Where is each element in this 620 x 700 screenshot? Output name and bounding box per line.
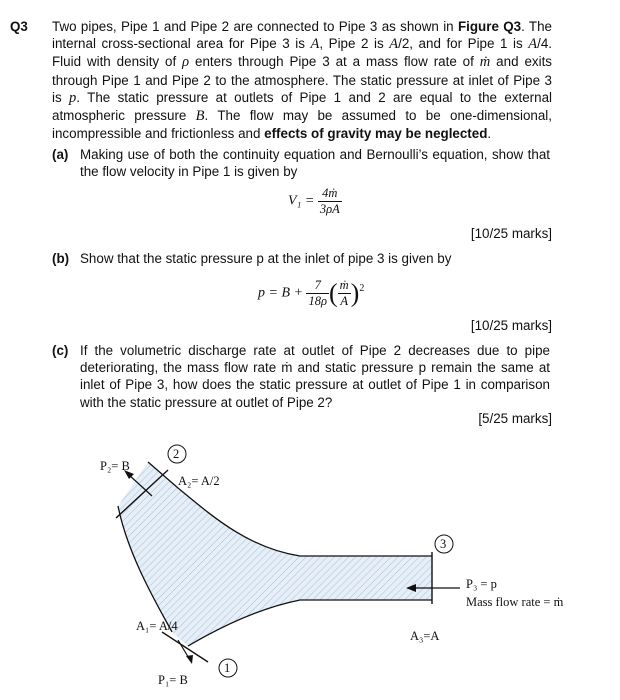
equation-p-coef-num: 7: [306, 278, 329, 294]
pipe2-number: 2: [173, 447, 180, 461]
part-b-text: Show that the static pressure p at the inlet of pipe 3 is given by: [80, 251, 452, 266]
a1-label: A₁= A/4: [136, 619, 178, 633]
equation-p: p = B + $\frac{7}{18\rho}$ ( $\frac{\text{ṁ}}{A}$ )$^2$: [258, 278, 365, 308]
equation-p-coefficient: [306, 278, 329, 309]
question-number: Q3: [10, 19, 28, 34]
equation-v1: [288, 186, 342, 217]
equation-p-inner-num: ṁ: [339, 278, 349, 292]
equation-v1-lhs: V₁ =: [288, 193, 315, 209]
part-c-text: If the volumetric discharge rate at outlet of Pipe 2 decreases due to pipe deteriorating, the mass flow rate ṁ and static pressure p remain the same at inlet of Pipe 3, how does the static pressure at outlet of Pipe 1 in comparison with the static pressure at outlet of Pipe 2?: [80, 343, 550, 410]
part-c-label: (c): [52, 343, 69, 358]
equation-v1-fraction: [318, 186, 342, 217]
mass-flow-label: Mass flow rate = ṁ: [466, 595, 564, 609]
pipe1-number: 1: [224, 661, 231, 675]
equation-p-power: 2: [359, 283, 365, 295]
equation-p-inner-den: A: [340, 294, 348, 308]
a2-label: A₂= A/2: [178, 474, 220, 488]
figure-q3: [0, 430, 620, 700]
equation-p-inner: [338, 278, 351, 309]
equation-v1-denominator: 3ρA: [319, 202, 340, 216]
part-a-text: Making use of both the continuity equation and Bernoulli’s equation, show that the flow velocity in Pipe 1 is given by: [80, 147, 550, 180]
part-a-label: (a): [52, 147, 69, 162]
p3-label: P₃ = p: [466, 577, 497, 591]
equation-p-lhs: p = B +: [258, 285, 303, 301]
part-a-marks: [10/25 marks]: [470, 226, 552, 241]
equation-p-coef-den: 18ρ: [308, 294, 327, 308]
pipe3-number: 3: [440, 537, 447, 551]
part-b-marks: [10/25 marks]: [470, 318, 552, 333]
p2-label: P₂= B: [100, 459, 130, 473]
part-b-label: (b): [52, 251, 70, 266]
equation-v1-numerator: 4ṁ: [318, 186, 342, 202]
arrowhead-pipe1-icon: [186, 655, 193, 664]
question-text: Two pipes, Pipe 1 and Pipe 2 are connected to Pipe 3 as shown in Figure Q3. The internal cross-sectional area for Pipe 3 is A, Pipe 2 is A/2, and for Pipe 1 is A/4. Fluid with density of ρ enters through Pipe 3 at a mass flow rate of ṁ and exits through Pipe 1 and Pipe 2 to the atmosphere. The static pressure at inlet of Pipe 3 is p. The static pressure at outlets of Pipe 1 and 2 are equal to the external atmospheric pressure B. The flow may be assumed to be one-dimensional, incompressible and frictionless and effects of gravity may be neglected.: [52, 19, 552, 142]
a3-label: A₃=A: [410, 629, 440, 643]
part-c-marks: [5/25 marks]: [478, 411, 552, 426]
p1-label: P₁= B: [158, 673, 188, 687]
